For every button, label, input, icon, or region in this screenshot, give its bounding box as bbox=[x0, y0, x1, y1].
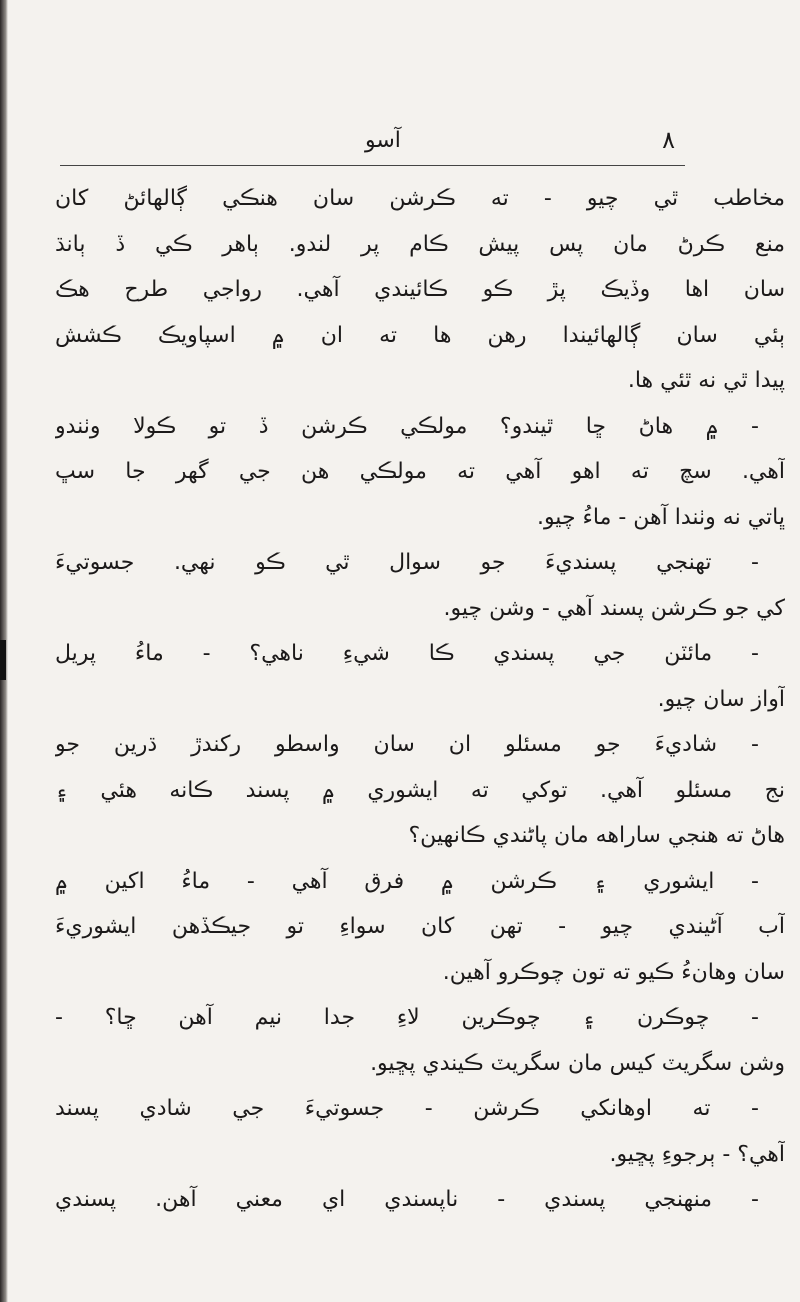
text-line: کي جو ڪرشن پسند آهي - وشن چيو. bbox=[443, 595, 785, 621]
running-title: آسو bbox=[365, 128, 401, 153]
text-line: - مائٽن جي پسندي ڪا شيءِ ناهي؟ - ماءُ پريل bbox=[55, 641, 759, 666]
text-line: مخاطب ٿي چيو - ته ڪرشن سان هنڪي ڳالهائڻ کان bbox=[55, 186, 785, 211]
page-body-text bbox=[55, 176, 785, 1223]
text-line: آب آڻيندي چيو - تهن کان سواءِ تو جيڪڏهن ايشوريءَ bbox=[55, 914, 785, 939]
page-header bbox=[60, 122, 685, 166]
text-line: - شاديءَ جو مسئلو ان سان واسطو رکندڙ ڌرين جو bbox=[55, 732, 759, 757]
text-line: - منهنجي پسندي - ناپسندي اي معني آهن. پسندي bbox=[55, 1187, 759, 1212]
text-line: - ۾ هاڻ ڇا ٿيندو؟ مولڪي ڪرشن ڏ تو ڪولا وٺندو bbox=[55, 413, 759, 439]
text-line: آهي؟ - ٻرجوءِ پڇيو. bbox=[609, 1141, 785, 1167]
text-line: - ايشوري ۽ ڪرشن ۾ فرق آهي - ماءُ اکين ۾ bbox=[55, 868, 759, 894]
text-line: نج مسئلو آهي. توکي ته ايشوري ۾ پسند ڪانه هئي ۽ bbox=[55, 777, 785, 803]
text-line: آواز سان چيو. bbox=[657, 686, 785, 712]
text-line: سان وهانءُ ڪيو ته تون چوڪرو آهين. bbox=[442, 959, 785, 985]
text-line: - تهنجي پسنديءَ جو سوال ٿي ڪو نهي. جسوتيءَ bbox=[55, 550, 759, 575]
text-line: وشن سگريٽ کيس مان سگريٽ ڪيندي پڇيو. bbox=[370, 1050, 785, 1076]
scan-edge-mark bbox=[0, 640, 6, 680]
text-line: - چوڪرن ۽ چوڪرين لاءِ جدا نيم آهن ڇا؟ - bbox=[55, 1005, 759, 1030]
text-line: آهي. سچ ته اهو آهي ته مولڪي هن جي گهر جا سڀ bbox=[55, 459, 785, 484]
page-number: ٨ bbox=[662, 126, 675, 154]
text-line: منع ڪرڻ مان پس پيش ڪام پر لندو. ٻاهر ڪي ڏ ٻانڌ bbox=[55, 231, 785, 257]
header-rule bbox=[60, 165, 685, 166]
text-line: سان اها وڏيڪ پڙ ڪو ڪائيندي آهي. رواجي طرح هڪ bbox=[55, 277, 785, 302]
text-line: پيدا ٿي نه ٿئي ها. bbox=[627, 368, 785, 393]
text-line: ڀاتي نه وٺندا آهن - ماءُ چيو. bbox=[536, 504, 785, 530]
text-line: هاڻ ته هنجي ساراهه مان پاڻندي ڪانهين؟ bbox=[408, 823, 785, 848]
text-line: - ته اوهانکي ڪرشن - جسوتيءَ جي شادي پسند bbox=[55, 1096, 759, 1121]
text-line: ٻئي سان ڳالهائيندا رهن ها ته ان ۾ اسپاويڪ ڪشش bbox=[55, 322, 785, 348]
